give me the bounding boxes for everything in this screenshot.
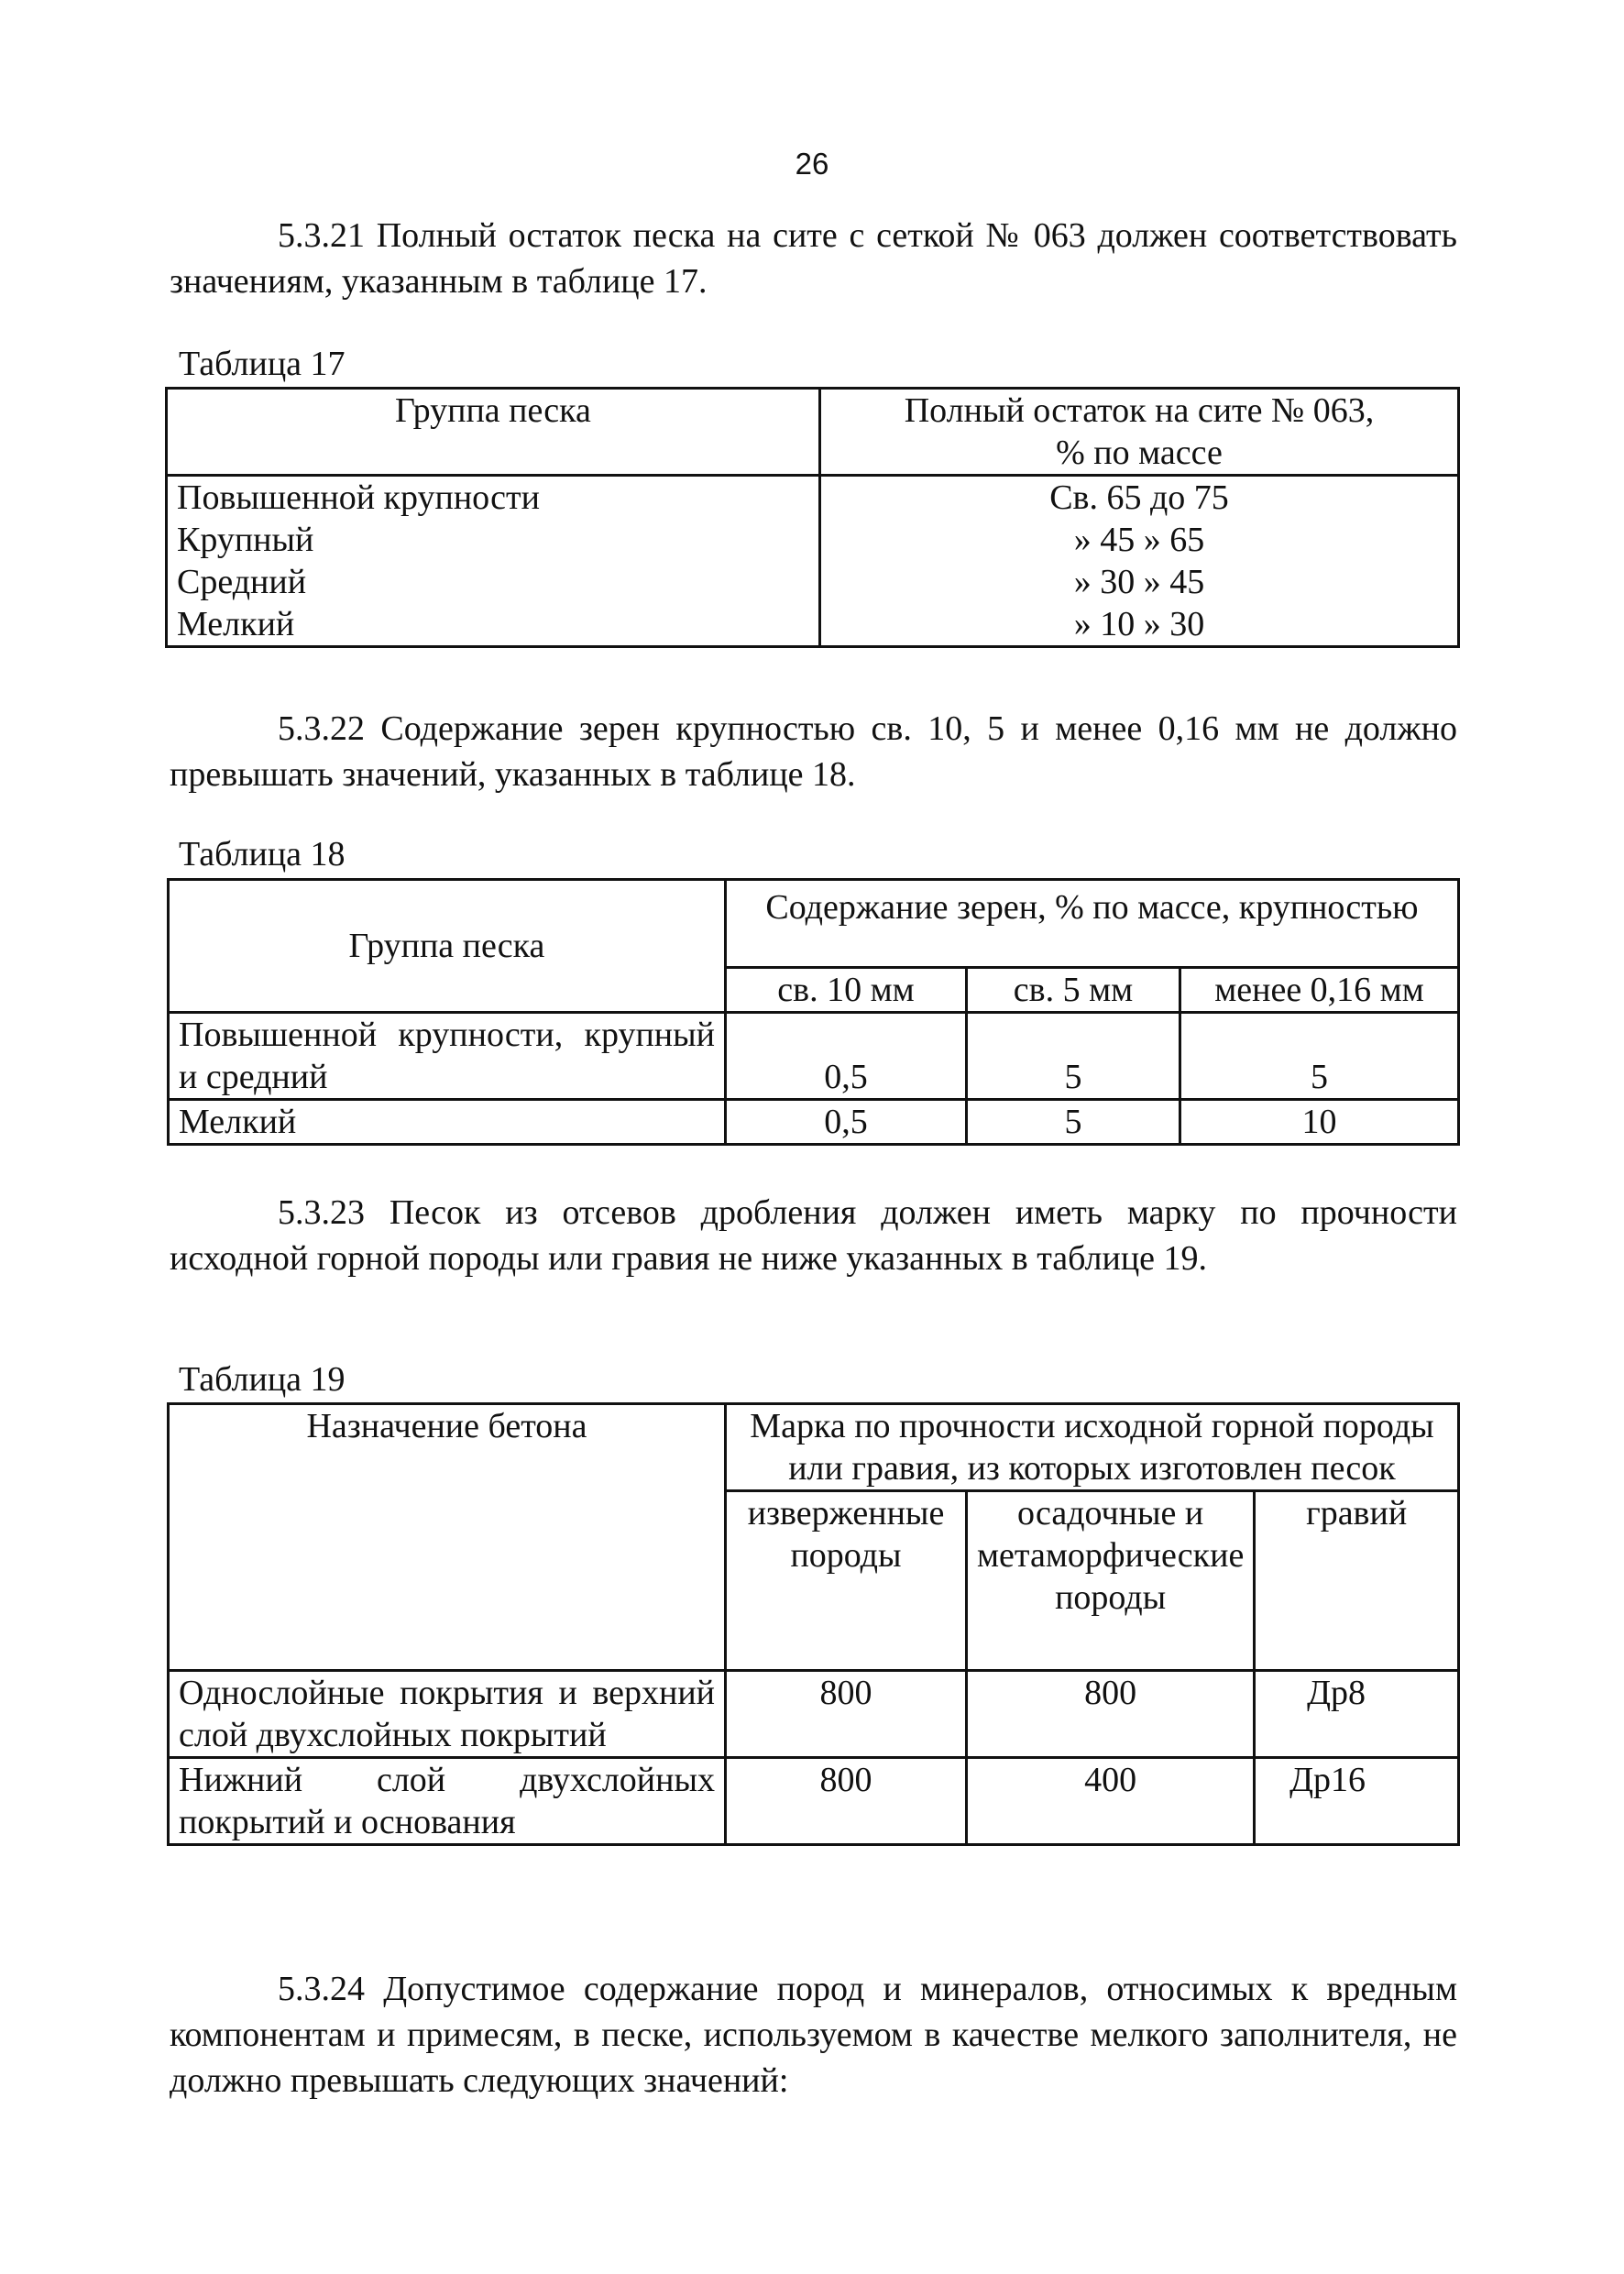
table-19-value: Др16 — [1255, 1758, 1459, 1845]
table-17-value: Св. 65 до 75 — [1049, 478, 1229, 517]
table-17 — [165, 387, 1460, 648]
table-18-group: Повышенной крупности, крупный и средний — [169, 1013, 726, 1100]
table-19-subheader-sedimentary: осадочные и метаморфические породы — [967, 1491, 1255, 1671]
paragraph-5-3-24: 5.3.24 Допустимое содержание пород и минералов, относимых к вредным компонентам и примесям, в песке, используемом в качестве мелкого заполнителя, не должно превышать следующих значений: — [170, 1970, 1457, 2100]
table-18-value: 0,5 — [726, 1100, 967, 1145]
table-18-header-content: Содержание зерен, % по массе, крупностью — [726, 880, 1459, 968]
table-19 — [167, 1402, 1460, 1846]
table-17-groups — [167, 476, 820, 647]
table-18-header-group: Группа песка — [169, 880, 726, 1013]
table-17-header-residue — [820, 389, 1459, 476]
table-row — [167, 476, 1459, 647]
table-18-value: 10 — [1180, 1100, 1459, 1145]
table-17-value: » 30 » 45 — [1073, 563, 1205, 601]
table-18-subheader: св. 10 мм — [726, 968, 967, 1013]
table-19-value: Др8 — [1255, 1671, 1459, 1758]
table-19-purpose: Однослойные покрытия и верхний слой двухслойных покрытий — [169, 1671, 726, 1758]
table-row — [169, 1404, 1459, 1491]
table-17-group: Повышенной крупности — [177, 478, 540, 517]
table-17-group: Мелкий — [177, 605, 295, 643]
table-19-header-grade: Марка по прочности исходной горной породы или гравия, из которых изготовлен песок — [726, 1404, 1459, 1491]
table-19-value: 800 — [726, 1758, 967, 1845]
table-row — [169, 880, 1459, 968]
table-row — [169, 1671, 1459, 1758]
table-18-caption: Таблица 18 — [179, 835, 346, 873]
paragraph-5-3-21: 5.3.21 Полный остаток песка на сите с сеткой № 063 должен соответствовать значениям, указанным в таблице 17. — [170, 216, 1457, 301]
table-18-value: 5 — [1180, 1013, 1459, 1100]
table-19-value: 400 — [967, 1758, 1255, 1845]
table-17-value: » 10 » 30 — [1073, 605, 1205, 643]
paragraph-5-3-23: 5.3.23 Песок из отсевов дробления должен иметь марку по прочности исходной горной породы или гравия не ниже указанных в таблице 19. — [170, 1193, 1457, 1278]
table-17-group: Средний — [177, 563, 307, 601]
table-17-group: Крупный — [177, 521, 314, 559]
table-17-values — [820, 476, 1459, 647]
page-number: 26 — [795, 147, 829, 181]
table-18-value: 0,5 — [726, 1013, 967, 1100]
table-row — [169, 1758, 1459, 1845]
table-17-header-residue-line2: % по массе — [1056, 434, 1223, 472]
table-18 — [167, 878, 1460, 1146]
table-19-value: 800 — [726, 1671, 967, 1758]
table-19-subheader-gravel: гравий — [1255, 1491, 1459, 1671]
table-18-subheader: менее 0,16 мм — [1180, 968, 1459, 1013]
table-17-value: » 45 » 65 — [1073, 521, 1205, 559]
table-row — [167, 389, 1459, 476]
table-17-caption: Таблица 17 — [179, 345, 346, 383]
table-19-value: 800 — [967, 1671, 1255, 1758]
table-18-value: 5 — [967, 1100, 1180, 1145]
table-18-group: Мелкий — [169, 1100, 726, 1145]
table-18-value: 5 — [967, 1013, 1180, 1100]
table-row — [169, 1013, 1459, 1100]
table-19-subheader-igneous: изверженные породы — [726, 1491, 967, 1671]
table-17-header-group: Группа песка — [167, 389, 820, 476]
table-19-caption: Таблица 19 — [179, 1360, 346, 1399]
table-row — [169, 1100, 1459, 1145]
table-19-purpose: Нижний слой двухслойных покрытий и основания — [169, 1758, 726, 1845]
table-17-header-residue-line1: Полный остаток на сите № 063, — [904, 391, 1375, 430]
table-18-subheader: св. 5 мм — [967, 968, 1180, 1013]
table-19-header-purpose: Назначение бетона — [169, 1404, 726, 1671]
paragraph-5-3-22: 5.3.22 Содержание зерен крупностью св. 10, 5 и менее 0,16 мм не должно превышать значений, указанных в таблице 18. — [170, 709, 1457, 794]
